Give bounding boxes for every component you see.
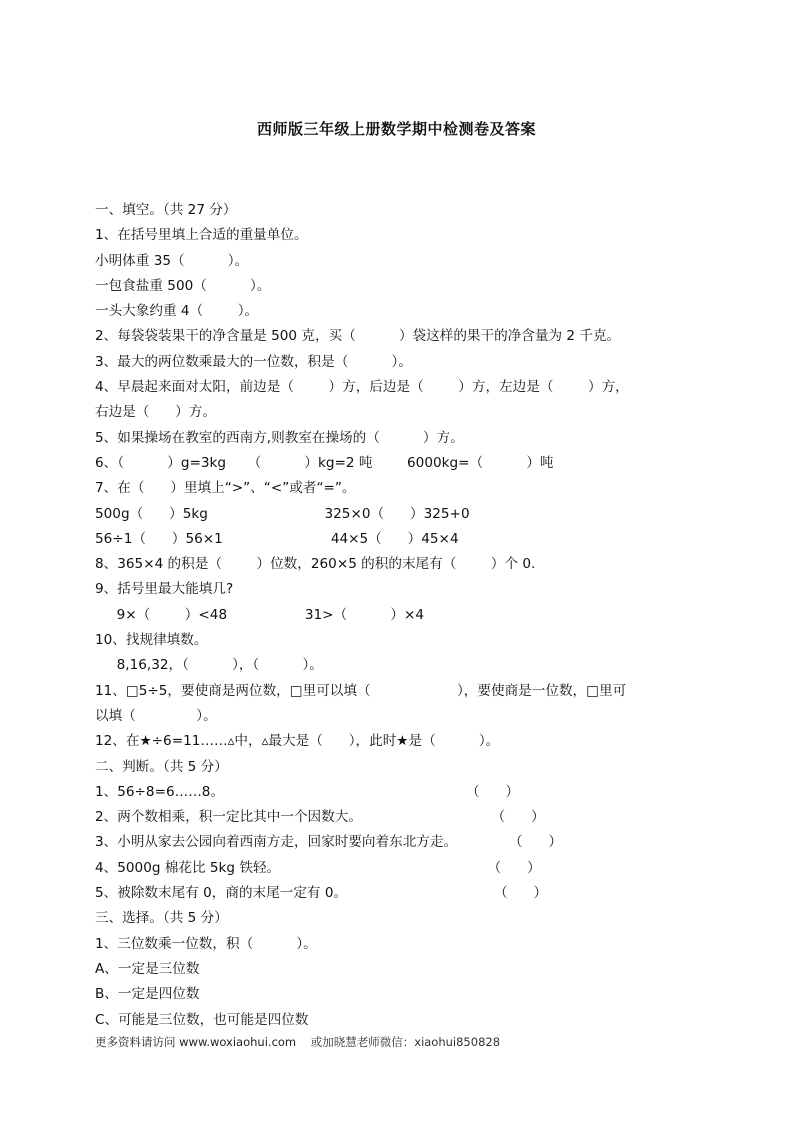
text-line: 4、早晨起来面对太阳，前边是（ ）方，后边是（ ）方，左边是（ ）方， xyxy=(95,379,629,396)
text-line: B、一定是四位数 xyxy=(95,986,200,1003)
footer-website: 更多资料请访问 www.woxiaohui.com xyxy=(95,1035,297,1049)
text-line: 一包食盐重 500（ ）。 xyxy=(95,277,271,294)
text-line: 1、在括号里填上合适的重量单位。 xyxy=(95,227,308,244)
exam-body xyxy=(95,198,705,1033)
text-line: 56÷1（ ）56×1 44×5（ ）45×4 xyxy=(95,530,459,547)
text-line: 8、365×4 的积是（ ）位数，260×5 的积的末尾有（ ）个 0. xyxy=(95,556,536,573)
text-line: 以填（ ）。 xyxy=(95,707,217,724)
footer xyxy=(95,1034,500,1050)
footer-wechat: 或加晓慧老师微信：xiaohui850828 xyxy=(310,1035,501,1049)
text-line: 右边是（ ）方。 xyxy=(95,404,217,421)
text-line: A、一定是三位数 xyxy=(95,960,200,977)
text-line: C、可能是三位数，也可能是四位数 xyxy=(95,1011,309,1028)
text-line: 1、三位数乘一位数，积（ ）。 xyxy=(95,935,317,952)
text-line: 9、括号里最大能填几? xyxy=(95,581,234,598)
page-title: 西师版三年级上册数学期中检测卷及答案 xyxy=(256,120,536,138)
text-line: 10、找规律填数。 xyxy=(95,632,208,649)
text-line: 12、在★÷6=11……▵中，▵最大是（ ），此时★是（ ）。 xyxy=(95,733,500,750)
text-line: 6、（ ）g=3kg （ ）kg=2 吨 6000kg=（ ）吨 xyxy=(95,454,554,471)
text-line: 9×（ ）<48 31>（ ）×4 xyxy=(95,606,424,623)
text-line: 5、如果操场在教室的西南方,则教室在操场的（ ）方。 xyxy=(95,429,464,446)
text-line: 3、最大的两位数乘最大的一位数，积是（ ）。 xyxy=(95,353,412,370)
text-line: 11、□5÷5，要使商是两位数，□里可以填（ ），要使商是一位数，□里可 xyxy=(95,682,627,699)
text-line: 3、小明从家去公园向着西南方走，回家时要向着东北方走。 （ ） xyxy=(95,834,563,851)
text-line: 小明体重 35（ ）。 xyxy=(95,252,249,269)
text-line: 5、被除数末尾有 0，商的末尾一定有 0。 （ ） xyxy=(95,885,548,902)
text-line: 8,16,32，（ ），（ ）。 xyxy=(95,657,323,674)
text-line: 500g（ ）5kg 325×0（ ）325+0 xyxy=(95,505,470,522)
text-line: 1、56÷8=6……8。 （ ） xyxy=(95,783,520,800)
text-line: 一头大象约重 4（ ）。 xyxy=(95,303,259,320)
text-line: 三、选择。（共 5 分） xyxy=(95,910,228,927)
text-line: 2、每袋袋装果干的净含量是 500 克，买（ ）袋这样的果干的净含量为 2 千克。 xyxy=(95,328,621,345)
text-line: 一、填空。（共 27 分） xyxy=(95,202,237,218)
text-line: 二、判断。（共 5 分） xyxy=(95,758,228,775)
text-line: 4、5000g 棉花比 5kg 铁轻。 （ ） xyxy=(95,859,541,876)
text-line: 2、两个数相乘，积一定比其中一个因数大。 （ ） xyxy=(95,809,545,826)
text-line: 7、在（ ）里填上“>”、“<”或者“=”。 xyxy=(95,480,356,497)
